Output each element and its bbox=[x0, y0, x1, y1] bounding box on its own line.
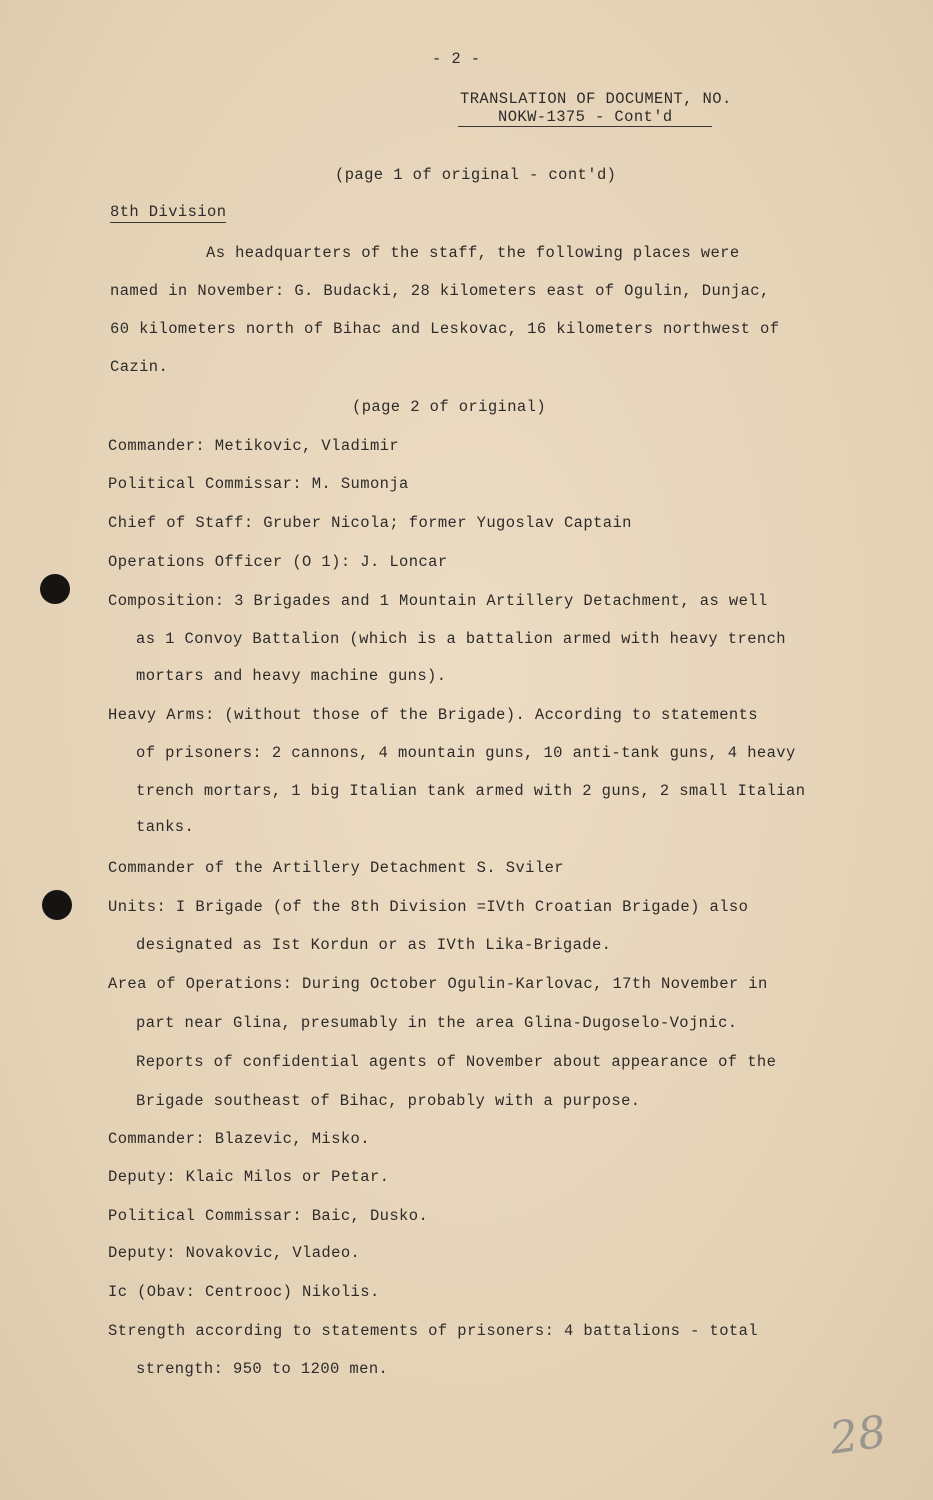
hq-line-2: named in November: G. Budacki, 28 kilometers east of Ogulin, Dunjac, bbox=[110, 282, 770, 300]
commander-line: Commander: Metikovic, Vladimir bbox=[108, 437, 400, 455]
hq-line-4: Cazin. bbox=[110, 358, 169, 376]
area-line-3: Reports of confidential agents of November about appearance of the bbox=[136, 1053, 777, 1071]
header-line-1: TRANSLATION OF DOCUMENT, NO. bbox=[460, 90, 732, 108]
heavy-arms-line-2: of prisoners: 2 cannons, 4 mountain guns, 10 anti-tank guns, 4 heavy bbox=[136, 744, 796, 762]
operations-officer-line: Operations Officer (O 1): J. Loncar bbox=[108, 553, 448, 571]
page-note-1: (page 1 of original - cont'd) bbox=[335, 166, 617, 184]
division-title: 8th Division bbox=[110, 203, 227, 221]
strength-line-1: Strength according to statements of prisoners: 4 battalions - total bbox=[108, 1322, 759, 1340]
hq-line-1: As headquarters of the staff, the following places were bbox=[206, 244, 740, 262]
header-underline bbox=[458, 126, 712, 127]
chief-of-staff-line: Chief of Staff: Gruber Nicola; former Yugoslav Captain bbox=[108, 514, 632, 532]
page-number: - 2 - bbox=[432, 50, 481, 68]
heavy-arms-line-4: tanks. bbox=[136, 818, 195, 836]
brigade-commander-line: Commander: Blazevic, Misko. bbox=[108, 1130, 370, 1148]
page-note-2: (page 2 of original) bbox=[352, 398, 547, 416]
punch-hole-bottom bbox=[42, 890, 72, 920]
brigade-commissar-line: Political Commissar: Baic, Dusko. bbox=[108, 1207, 429, 1225]
heavy-arms-line-1: Heavy Arms: (without those of the Brigade). According to statements bbox=[108, 706, 759, 724]
deputy-line-2: Deputy: Novakovic, Vladeo. bbox=[108, 1244, 361, 1262]
header-line-2: NOKW-1375 - Cont'd bbox=[498, 108, 673, 126]
pencil-page-mark: 28 bbox=[826, 1406, 890, 1465]
ic-line: Ic (Obav: Centrooc) Nikolis. bbox=[108, 1283, 380, 1301]
hq-line-3: 60 kilometers north of Bihac and Leskovac, 16 kilometers northwest of bbox=[110, 320, 780, 338]
composition-line-3: mortars and heavy machine guns). bbox=[136, 667, 447, 685]
area-line-1: Area of Operations: During October Ogulin-Karlovac, 17th November in bbox=[108, 975, 768, 993]
political-commissar-line: Political Commissar: M. Sumonja bbox=[108, 475, 409, 493]
deputy-line-1: Deputy: Klaic Milos or Petar. bbox=[108, 1168, 390, 1186]
punch-hole-top bbox=[40, 574, 70, 604]
area-line-2: part near Glina, presumably in the area Glina-Dugoselo-Vojnic. bbox=[136, 1014, 738, 1032]
heavy-arms-line-3: trench mortars, 1 big Italian tank armed with 2 guns, 2 small Italian bbox=[136, 782, 806, 800]
strength-line-2: strength: 950 to 1200 men. bbox=[136, 1360, 389, 1378]
area-line-4: Brigade southeast of Bihac, probably with a purpose. bbox=[136, 1092, 641, 1110]
units-line-1: Units: I Brigade (of the 8th Division =IVth Croatian Brigade) also bbox=[108, 898, 749, 916]
artillery-commander-line: Commander of the Artillery Detachment S. Sviler bbox=[108, 859, 564, 877]
composition-line-2: as 1 Convoy Battalion (which is a battalion armed with heavy trench bbox=[136, 630, 787, 648]
composition-line-1: Composition: 3 Brigades and 1 Mountain Artillery Detachment, as well bbox=[108, 592, 768, 610]
units-line-2: designated as Ist Kordun or as IVth Lika-Brigade. bbox=[136, 936, 612, 954]
